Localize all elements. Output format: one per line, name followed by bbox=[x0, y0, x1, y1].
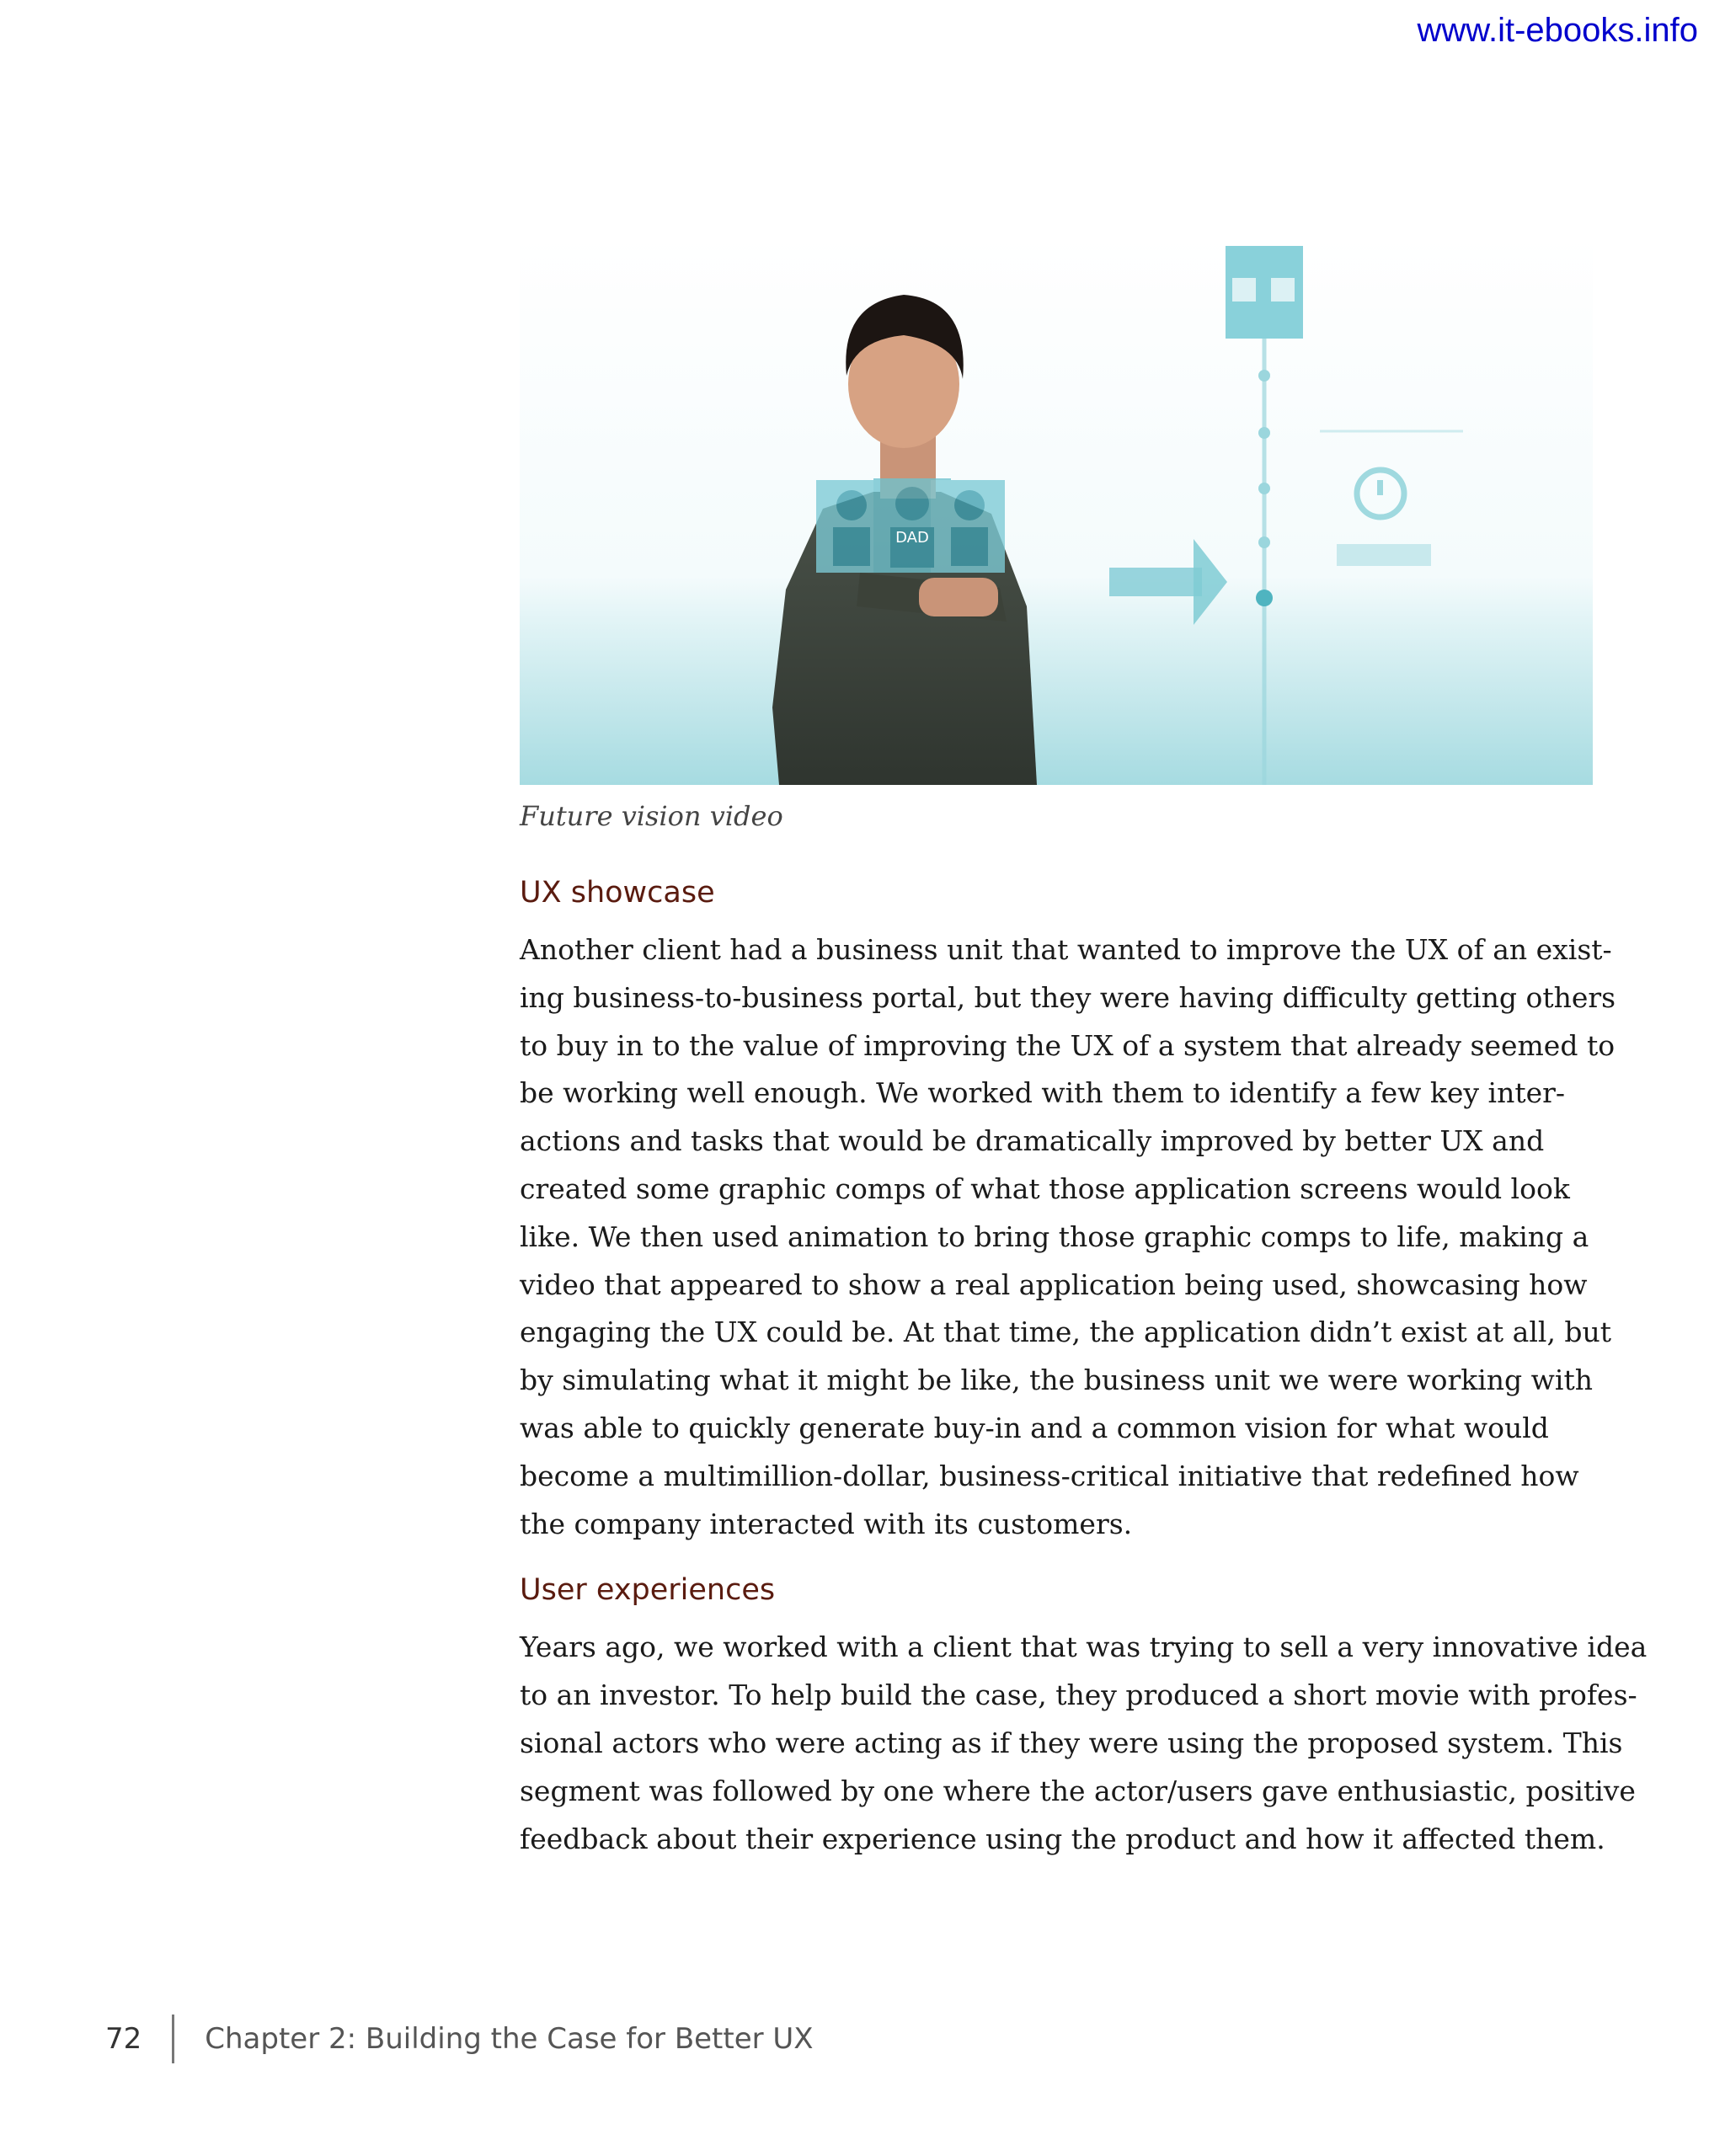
paragraph-line: segment was followed by one where the actor/users gave enthusiastic, positive bbox=[520, 1774, 1636, 1807]
page-number: 72 bbox=[105, 2022, 142, 2056]
page-footer bbox=[105, 2015, 814, 2063]
running-footer-chapter: Chapter 2: Building the Case for Better UX bbox=[205, 2022, 814, 2056]
section-user-experiences bbox=[520, 1565, 1648, 1863]
paragraph-line: engaging the UX could be. At that time, the application didn’t exist at all, but bbox=[520, 1315, 1612, 1349]
section-heading: User experiences bbox=[520, 1573, 776, 1608]
section-ux-showcase bbox=[520, 867, 1616, 1548]
paragraph-line: Years ago, we worked with a client that was trying to sell a very innovative idea bbox=[520, 1630, 1648, 1664]
section-paragraph bbox=[520, 926, 1616, 1548]
paragraph-line: to buy in to the value of improving the UX of a system that already seemed to bbox=[520, 1028, 1616, 1062]
paragraph-line: become a multimillion-dollar, business-critical initiative that redefined how bbox=[520, 1459, 1579, 1492]
paragraph-line: created some graphic comps of what those application screens would look bbox=[520, 1171, 1570, 1205]
paragraph-line: sional actors who were acting as if they were using the proposed system. This bbox=[520, 1726, 1623, 1759]
paragraph-line: like. We then used animation to bring those graphic comps to life, making a bbox=[520, 1219, 1589, 1253]
figure-image bbox=[520, 236, 1593, 785]
hologram-label: DAD bbox=[895, 529, 929, 547]
section-heading: UX showcase bbox=[520, 876, 715, 910]
main-content bbox=[520, 867, 1648, 1863]
paragraph-line: the company interacted with its customers. bbox=[520, 1507, 1133, 1540]
paragraph-line: was able to quickly generate buy-in and a common vision for what would bbox=[520, 1411, 1549, 1444]
paragraph-line: video that appeared to show a real application being used, showcasing how bbox=[520, 1267, 1588, 1301]
paragraph-line: feedback about their experience using the product and how it affected them. bbox=[520, 1822, 1605, 1855]
paragraph-line: actions and tasks that would be dramatically improved by better UX and bbox=[520, 1124, 1545, 1158]
paragraph-line: to an investor. To help build the case, they produced a short movie with profes- bbox=[520, 1678, 1637, 1712]
paragraph-line: ing business-to-business portal, but they were having difficulty getting others bbox=[520, 980, 1616, 1014]
watermark-link[interactable]: www.it-ebooks.info bbox=[1417, 12, 1698, 49]
section-paragraph bbox=[520, 1624, 1648, 1863]
paragraph-line: be working well enough. We worked with them to identify a few key inter- bbox=[520, 1076, 1566, 1110]
paragraph-line: Another client had a business unit that wanted to improve the UX of an exist- bbox=[520, 933, 1612, 966]
figure-caption: Future vision video bbox=[520, 800, 783, 832]
paragraph-line: by simulating what it might be like, the business unit we were working with bbox=[520, 1364, 1593, 1397]
footer-divider bbox=[172, 2015, 174, 2063]
